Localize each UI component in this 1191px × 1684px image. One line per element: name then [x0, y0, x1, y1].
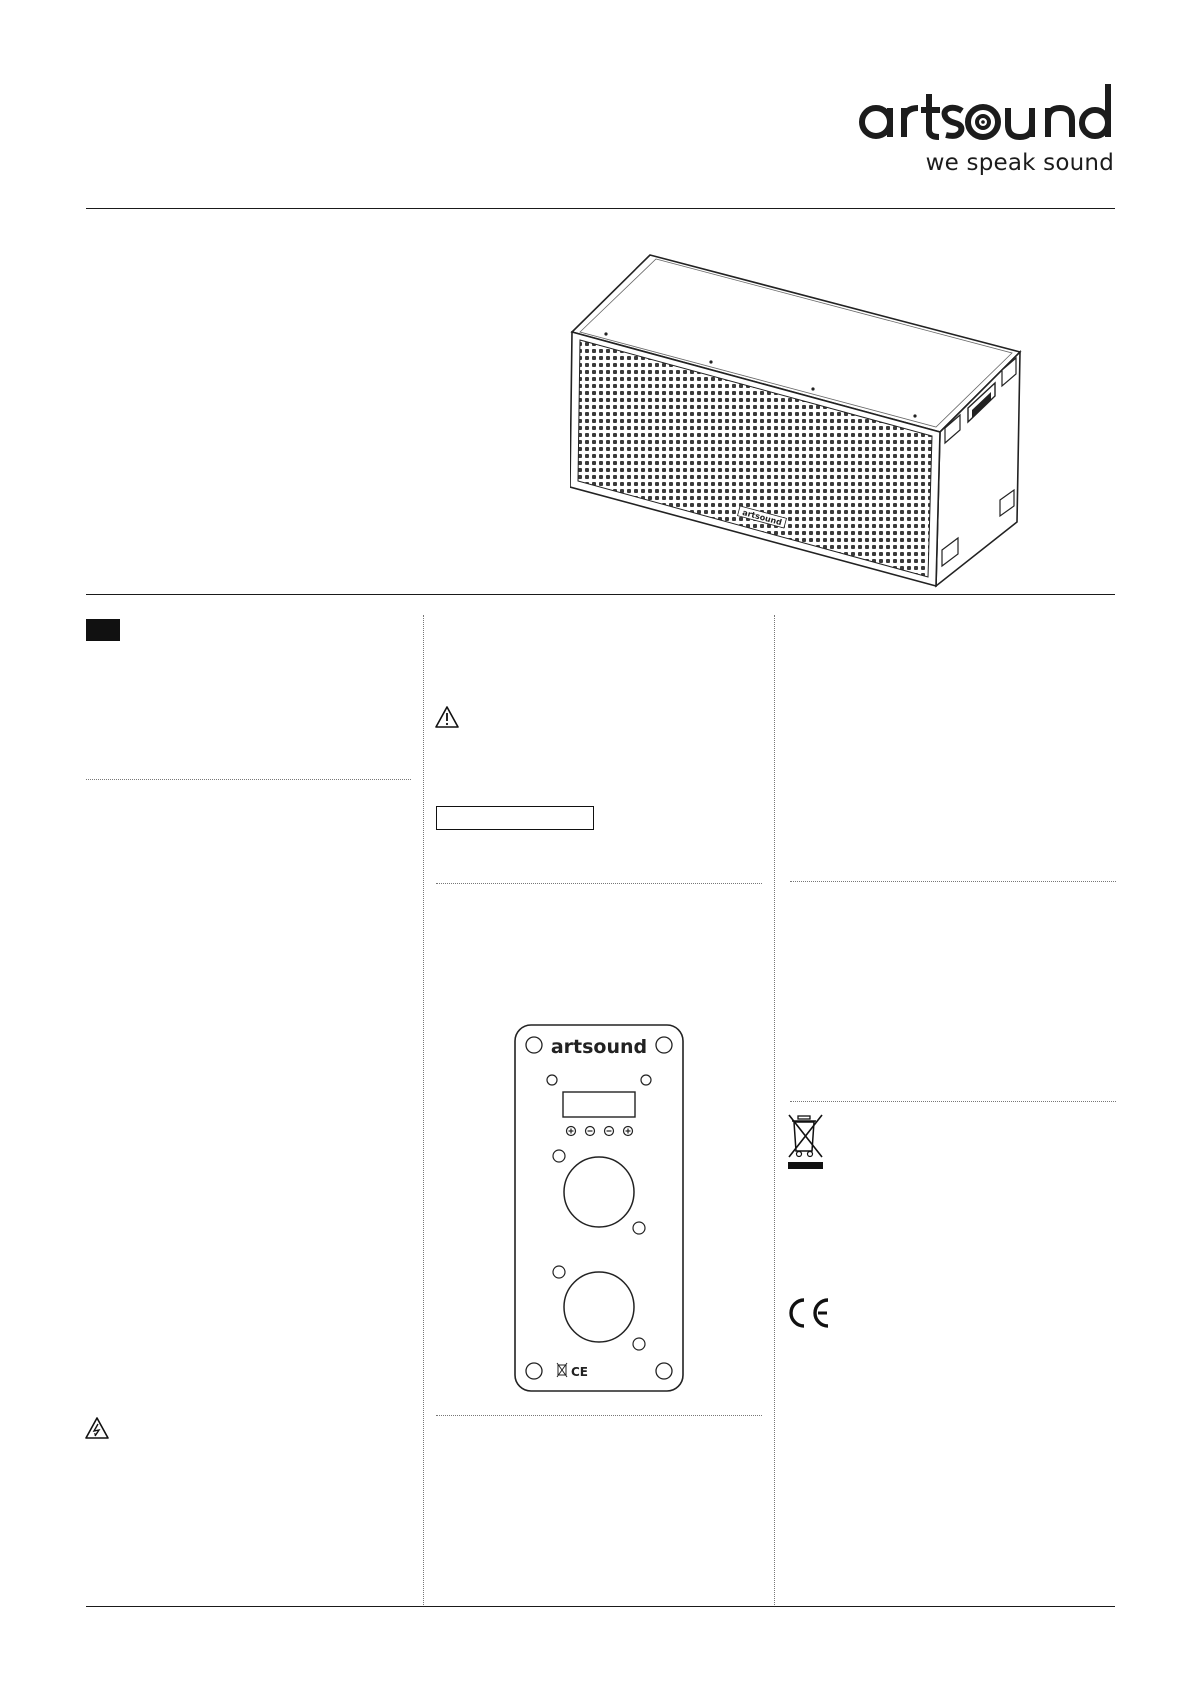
column-divider-1	[423, 615, 424, 1605]
panel-brand-text: artsound	[550, 1036, 648, 1058]
high-voltage-icon	[84, 1416, 110, 1440]
svg-text:CE: CE	[571, 1365, 589, 1379]
brand-tagline: we speak sound	[925, 150, 1114, 176]
header-divider	[86, 208, 1115, 209]
section-divider-col1	[86, 779, 411, 780]
column-divider-2	[774, 615, 775, 1605]
ce-mark-icon	[786, 1296, 832, 1330]
section-divider-col3b	[790, 1101, 1116, 1102]
empty-frame	[436, 806, 594, 830]
crossed-bin-icon	[786, 1113, 826, 1171]
svg-text:artsound: artsound	[741, 507, 783, 528]
rear-panel-illustration	[514, 1024, 684, 1392]
language-badge	[86, 619, 120, 641]
product-divider	[86, 594, 1115, 595]
footer-divider	[86, 1606, 1115, 1607]
warning-triangle-icon	[434, 705, 460, 729]
section-divider-col2a	[436, 883, 762, 884]
brand-logo	[852, 80, 1114, 180]
section-divider-col2b	[436, 1415, 762, 1416]
speaker-cabinet-illustration	[570, 250, 1030, 590]
section-divider-col3a	[790, 881, 1116, 882]
logo-wordmark	[852, 80, 1114, 150]
